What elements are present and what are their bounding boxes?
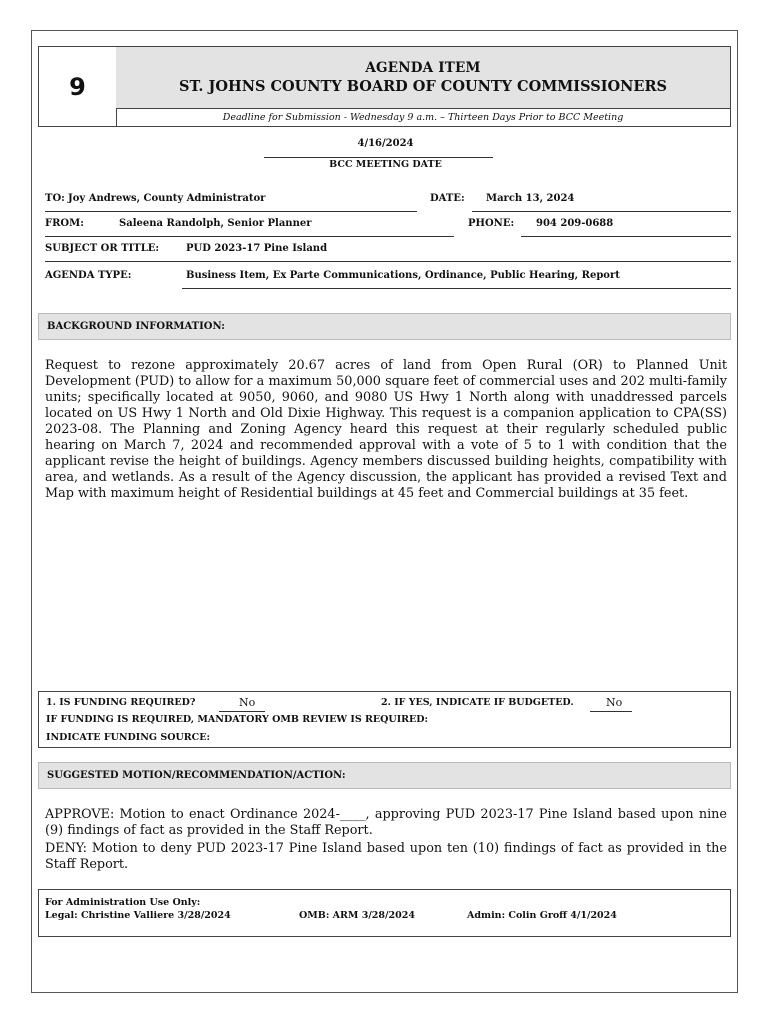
admin-use-box — [38, 889, 731, 937]
funding-box — [38, 691, 731, 748]
date-value: March 13, 2024 — [486, 193, 575, 204]
agenda-type-label: AGENDA TYPE: — [45, 270, 132, 281]
funding-source-label: INDICATE FUNDING SOURCE: — [46, 732, 210, 743]
from-label: FROM: — [45, 218, 84, 229]
background-heading: BACKGROUND INFORMATION: — [38, 313, 731, 340]
funding-answer-2: No — [606, 696, 623, 709]
to-value: Joy Andrews, County Administrator — [68, 193, 266, 204]
meeting-date-line — [264, 157, 493, 158]
omb-review-note: IF FUNDING IS REQUIRED, MANDATORY OMB REVIEW IS REQUIRED: — [46, 714, 429, 725]
header-title — [116, 47, 730, 109]
phone-line — [521, 236, 731, 237]
agenda-type-value: Business Item, Ex Parte Communications, Ordinance, Public Hearing, Report — [186, 270, 620, 281]
funding-answer-1: No — [239, 696, 256, 709]
meeting-date-label: BCC MEETING DATE — [329, 159, 442, 170]
admin-approval: Admin: Colin Groff 4/1/2024 — [467, 910, 617, 921]
to-label: TO: — [45, 193, 65, 204]
legal-approval: Legal: Christine Valliere 3/28/2024 — [45, 910, 231, 921]
phone-label: PHONE: — [468, 218, 515, 229]
to-line — [45, 211, 417, 212]
phone-value: 904 209-0688 — [536, 218, 614, 229]
submission-deadline: Deadline for Submission - Wednesday 9 a.m. – Thirteen Days Prior to BCC Meeting — [222, 112, 624, 123]
subject-value: PUD 2023-17 Pine Island — [186, 243, 328, 254]
admin-use-heading: For Administration Use Only: — [45, 897, 201, 908]
agenda-type-line — [182, 288, 731, 289]
from-line — [45, 236, 454, 237]
meeting-date: 4/16/2024 — [357, 138, 414, 149]
background-text: Request to rezone approximately 20.67 acres of land from Open Rural (OR) to Planned Unit Development (PUD) to allow for a maximum 50,000 square feet of commercial uses and 202 multi-family units; specifically located at 9050, 9060, and 9080 US Hwy 1 North along with unaddressed parcels located on US Hwy 1 North and Old Dixie Highway. This request is a companion application to CPA(SS) 2023-08. The Planning and Zoning Agency heard this request at their regularly scheduled public hearing on March 7, 2024 and recommended approval with a vote of 5 to 1 with condition that the applicant revise the height of buildings. Agency members discussed building heights, compatibility with area, and wetlands. As a result of the Agency discussion, the applicant has provided a revised Text and Map with maximum height of Residential buildings at 45 feet and Commercial buildings at 35 feet. — [45, 358, 727, 501]
subject-label: SUBJECT OR TITLE: — [45, 243, 160, 254]
omb-approval: OMB: ARM 3/28/2024 — [299, 910, 415, 921]
funding-answer-2-line — [590, 711, 632, 712]
motion-deny: DENY: Motion to deny PUD 2023-17 Pine Island based upon ten (10) findings of fact as provided in the Staff Report. — [45, 841, 727, 872]
date-label: DATE: — [430, 193, 465, 204]
title-line-1: AGENDA ITEM — [365, 60, 481, 76]
motion-approve: APPROVE: Motion to enact Ordinance 2024-____, approving PUD 2023-17 Pine Island based upon nine (9) findings of fact as provided in the Staff Report. — [45, 807, 727, 838]
title-line-2: ST. JOHNS COUNTY BOARD OF COUNTY COMMISSIONERS — [179, 78, 667, 95]
agenda-item-form — [31, 30, 738, 993]
funding-question-1: 1. IS FUNDING REQUIRED? — [46, 697, 196, 708]
funding-answer-1-line — [219, 711, 265, 712]
from-value: Saleena Randolph, Senior Planner — [119, 218, 312, 229]
motion-heading: SUGGESTED MOTION/RECOMMENDATION/ACTION: — [38, 762, 731, 789]
date-line — [472, 211, 731, 212]
header-block — [38, 46, 731, 127]
funding-question-2: 2. IF YES, INDICATE IF BUDGETED. — [381, 697, 574, 708]
agenda-item-number: 9 — [39, 47, 117, 126]
subject-line — [45, 261, 731, 262]
